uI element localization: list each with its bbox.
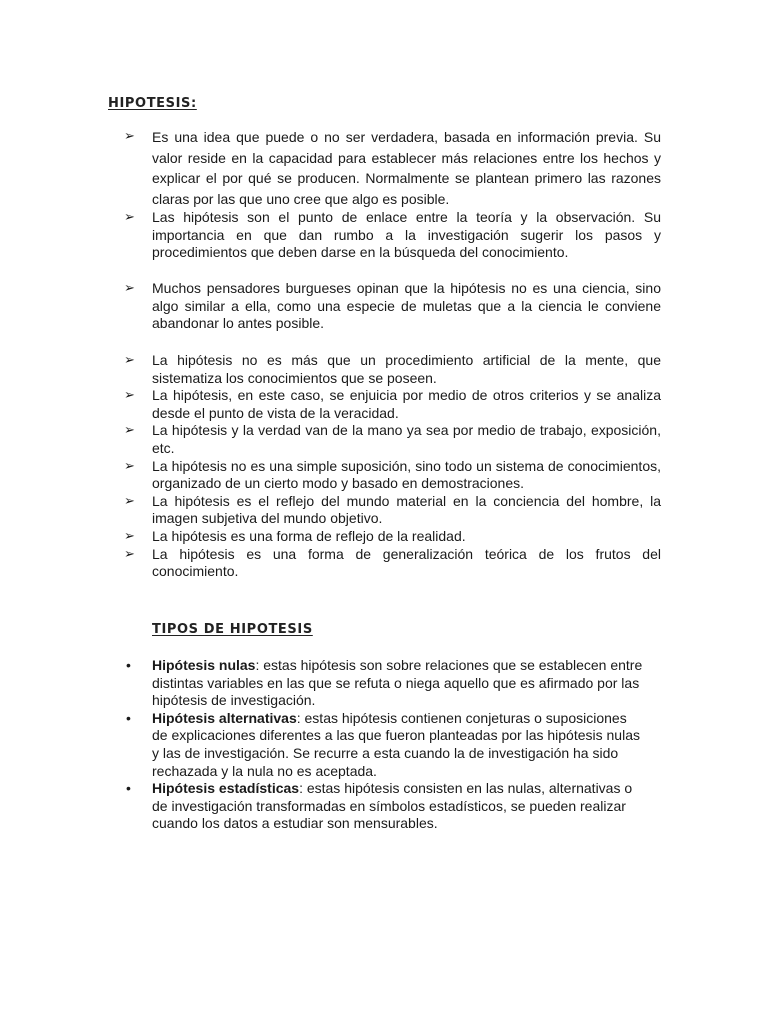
list-item [124,280,661,333]
section-heading-hipotesis: HIPOTESIS: [108,96,197,111]
bullet-dot-icon: • [126,780,131,797]
list-item [126,780,646,833]
bullet-dot-icon: • [126,657,131,673]
term-description: : estas hipótesis son sobre relaciones que se establecen entre distintas variables en las que se refuta o niega aquello que es afirmado por las hipótesis de investigación. [152,657,643,709]
list-item-text: Es una idea que puede o no ser verdadera, basada en información previa. Su valor reside en la capacidad para establecer más relaciones entre los hechos y explicar el por qué se producen. Normalmente se plantean primero las razones claras por las que uno cree que algo es posible. [152,129,661,207]
arrow-bullet-icon: ➢ [124,528,135,544]
list-item-text: La hipótesis, en este caso, se enjuicia por medio de otros criterios y se analiza desde el punto de vista de la veracidad. [152,387,661,421]
arrow-bullet-icon: ➢ [124,210,135,225]
list-item-text: La hipótesis no es una simple suposición, sino todo un sistema de conocimientos, organizado de un cierto modo y basado en demostraciones. [152,457,661,492]
list-item-text: Las hipótesis son el punto de enlace entre la teoría y la observación. Su importancia en que dan rumbo a la investigación sugerir los pasos y procedimientos que deben darse en la búsqueda del conocimiento. [152,209,661,261]
list-item [124,493,661,528]
arrow-bullet-icon: ➢ [124,129,135,144]
term-label: Hipótesis alternativas [152,709,297,726]
bullet-dot-icon: • [126,709,131,726]
arrow-bullet-icon: ➢ [124,353,135,368]
list-item [124,209,661,262]
hipotesis-list-c [124,352,661,581]
list-item-text: La hipótesis no es más que un procedimiento artificial de la mente, que sistematiza los conocimientos que se poseen. [152,352,661,386]
arrow-bullet-icon: ➢ [124,281,135,296]
list-item [124,352,661,387]
term-label: Hipótesis estadísticas [152,780,300,797]
list-item [124,528,661,546]
list-item-text: La hipótesis es el reflejo del mundo material en la conciencia del hombre, la imagen subjetiva del mundo objetivo. [152,492,661,527]
list-item [126,710,646,780]
term-description: : estas hipótesis consisten en las nulas, alternativas o de investigación transformadas en símbolos estadísticos, se pueden realizar cuando los datos a estudiar son mensurables. [152,780,633,832]
list-item [124,127,661,209]
list-item-text: La hipótesis es una forma de reflejo de la realidad. [152,527,466,544]
section-heading-tipos: TIPOS DE HIPOTESIS [152,622,313,637]
list-item [126,657,646,710]
arrow-bullet-icon: ➢ [124,423,135,439]
tipos-list [126,657,646,833]
hipotesis-list-b [124,280,661,333]
list-item-text: La hipótesis y la verdad van de la mano ya sea por medio de trabajo, exposición, etc. [152,422,661,456]
arrow-bullet-icon: ➢ [124,388,135,404]
term-label: Hipótesis nulas [152,657,256,673]
arrow-bullet-icon: ➢ [124,458,135,474]
list-item [124,422,661,457]
list-item [124,546,661,581]
list-item-text: La hipótesis es una forma de generalización teórica de los frutos del conocimiento. [152,545,661,580]
list-item [124,458,661,493]
list-item-text: Muchos pensadores burgueses opinan que la hipótesis no es una ciencia, sino algo similar a ella, como una especie de muletas que a la ciencia le conviene abandonar lo antes posible. [152,280,661,332]
list-item [124,387,661,422]
arrow-bullet-icon: ➢ [124,546,135,562]
hipotesis-list-a [124,127,661,262]
term-description: : estas hipótesis contienen conjeturas o suposiciones de explicaciones diferentes a las que fueron planteadas por las hipótesis nulas y las de investigación. Se recurre a esta cuando la de investigación ha sido rechazada y la nula no es aceptada. [152,709,640,779]
arrow-bullet-icon: ➢ [124,493,135,509]
